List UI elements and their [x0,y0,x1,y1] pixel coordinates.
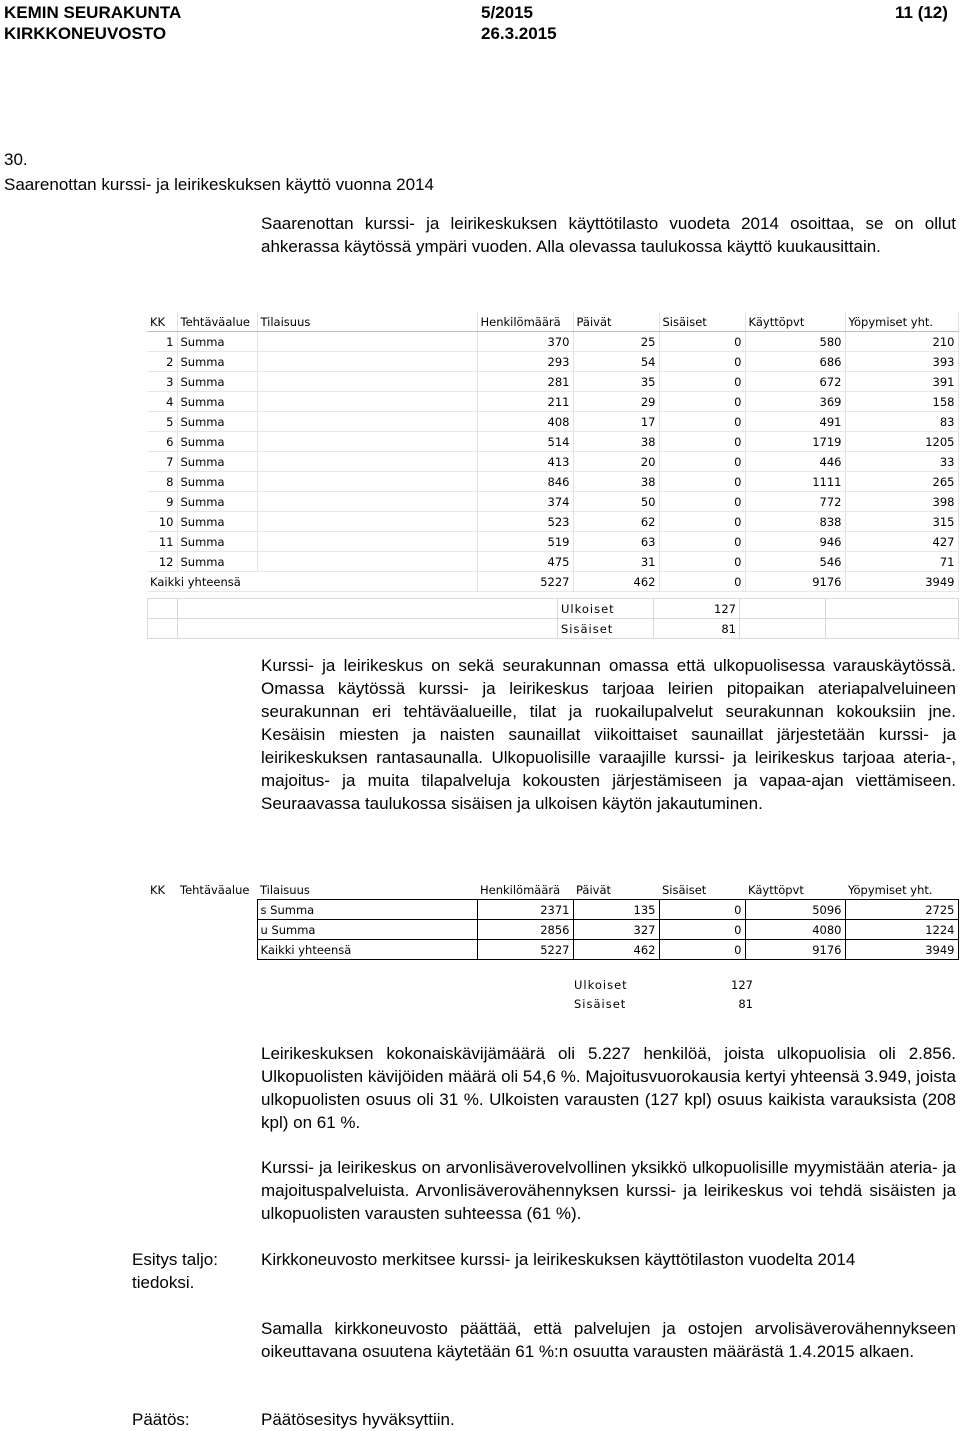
col-header: Yöpymiset yht. [845,312,958,332]
empty-cell [147,920,177,940]
value-cell: 0 [659,352,745,372]
month-cell: 6 [147,432,177,452]
internal-external-table [147,880,959,960]
table-row [147,432,958,452]
value-cell: 20 [573,452,659,472]
col-header: Tilaisuus [260,882,310,897]
value-cell: 50 [573,492,659,512]
value-cell: 17 [573,412,659,432]
label-cell: Summa [177,512,257,532]
value-cell: 1224 [845,920,958,940]
empty-cell [257,432,477,452]
label-cell: Kaikki yhteensä [257,940,477,960]
month-cell: 9 [147,492,177,512]
value-cell: 398 [845,492,958,512]
value-cell: 135 [573,900,659,920]
label-cell: Summa [177,352,257,372]
section-number: 30. [4,150,28,169]
value-cell: 2371 [477,900,573,920]
value-cell: 35 [573,372,659,392]
value-cell: 2856 [477,920,573,940]
value-cell: 0 [659,492,745,512]
external-value: 127 [654,599,740,619]
meeting-date: 26.3.2015 [481,24,557,43]
col-header: Päivät [573,312,659,332]
table-row [147,332,958,352]
col-header: Päivät [576,882,612,897]
value-cell: 25 [573,332,659,352]
value-cell: 0 [659,940,745,960]
value-cell: 0 [659,900,745,920]
empty-cell [257,532,477,552]
proposal-text-2: Samalla kirkkoneuvosto päättää, että palvelujen ja ostojen arvolisäverovähennykseen oikeuttavana osuutena käytetään 61 %:n osuutta varausten määrästä 1.4.2015 alkaen. [261,1319,956,1361]
value-cell: 3949 [845,572,958,592]
value-cell: 4080 [745,920,845,940]
value-cell: 0 [659,392,745,412]
col-header: Tilaisuus [257,312,477,332]
empty-cell [257,412,477,432]
col-header: Käyttöpvt [745,312,845,332]
label-cell: Summa [177,432,257,452]
label-cell: Summa [177,452,257,472]
value-cell: 5227 [477,940,573,960]
internal-label: Sisäiset [574,996,627,1011]
value-cell: 686 [745,352,845,372]
empty-cell [147,940,177,960]
label-cell: s Summa [257,900,477,920]
empty-cell [257,492,477,512]
value-cell: 0 [659,372,745,392]
empty-cell [257,452,477,472]
value-cell: 38 [573,472,659,492]
proposal-label: Esitys taljo: tiedoksi. [132,1250,218,1292]
usage-paragraph: Kurssi- ja leirikeskus on sekä seurakunnan omassa että ulkopuolisessa varauskäytössä. Omassa käytössä kurssi- ja leirikeskus tarjoaa leirien pitopaikan ateriapalveluineen seurakunnan eri tehtäväalueille, tilat ja ruokailupalvelut seurakunnan kokouksiin jne. Kesäisin miesten ja naisten saunaillat viikoittaiset saunaillat järjestetään kurssi- ja leirikeskuksen rantasaunalla. Ulkopuolisille varaajille kurssi- ja leirikeskus tarjoaa ateria-, majoitus- ja muita tilapalveluja kokousten järjestämiseen ja vapaa-ajan viettämiseen. Seuraavassa taulukossa sisäisen ja ulkoisen käytön jakautuminen. [261,656,956,813]
col-header: Henkilömäärä [480,882,561,897]
value-cell: 0 [659,920,745,940]
value-cell: 31 [573,552,659,572]
body-name: KIRKKONEUVOSTO [4,24,167,43]
col-header: Yöpymiset yht. [848,882,933,897]
value-cell: 0 [659,472,745,492]
empty-cell [147,900,177,920]
internal-label: Sisäiset [558,619,654,639]
decision-text: Päätösesitys hyväksyttiin. [261,1410,455,1429]
value-cell: 63 [573,532,659,552]
table-row [571,975,756,994]
value-cell: 672 [745,372,845,392]
empty-cell [177,920,257,940]
col-header: Käyttöpvt [748,882,804,897]
value-cell: 772 [745,492,845,512]
value-cell: 1719 [745,432,845,452]
value-cell: 391 [845,372,958,392]
value-cell: 38 [573,432,659,452]
value-cell: 210 [845,332,958,352]
month-cell: 11 [147,532,177,552]
value-cell: 83 [845,412,958,432]
decision-label: Päätös: [132,1410,190,1429]
empty-cell [257,512,477,532]
label-cell: Summa [177,492,257,512]
table-row [147,920,958,940]
value-cell: 0 [659,532,745,552]
value-cell: 946 [745,532,845,552]
value-cell: 413 [477,452,573,472]
value-cell: 5227 [477,572,573,592]
internal-value: 81 [738,996,753,1011]
section-title: Saarenottan kurssi- ja leirikeskuksen käyttö vuonna 2014 [4,175,434,194]
table-row [147,412,958,432]
value-cell: 158 [845,392,958,412]
value-cell: 374 [477,492,573,512]
meeting-number: 5/2015 [481,3,533,22]
value-cell: 1111 [745,472,845,492]
table-row [148,599,959,619]
value-cell: 475 [477,552,573,572]
value-cell: 211 [477,392,573,412]
value-cell: 370 [477,332,573,352]
value-cell: 462 [573,572,659,592]
table-row [147,492,958,512]
table-header-row [147,312,958,332]
org-name: KEMIN SEURAKUNTA [4,3,182,22]
value-cell: 0 [659,512,745,532]
empty-cell [177,900,257,920]
value-cell: 293 [477,352,573,372]
vat-paragraph: Kurssi- ja leirikeskus on arvonlisäverovelvollinen yksikkö ulkopuolisille myymistään ateria- ja majoituspalveluista. Arvonlisäverovähennyksen kurssi- ja leirikeskus voi tehdä sisäisten ja ulkopuolisten varausten suhteessa (61 %). [261,1158,956,1223]
external-value: 127 [731,977,753,992]
page-number: 11 (12) [895,3,948,22]
intro-paragraph: Saarenottan kurssi- ja leirikeskuksen käyttötilasto vuodeta 2014 osoittaa, se on ollut ahkerassa käytössä ympäri vuoden. Alla olevassa taulukossa käyttö kuukausittain. [261,214,956,256]
month-cell: 3 [147,372,177,392]
label-cell: Summa [177,332,257,352]
value-cell: 9176 [745,940,845,960]
month-cell: 8 [147,472,177,492]
value-cell: 0 [659,452,745,472]
label-cell: Summa [177,392,257,412]
value-cell: 71 [845,552,958,572]
table-row [147,352,958,372]
proposal-text: Kirkkoneuvosto merkitsee kurssi- ja leirikeskuksen käyttötilaston vuodelta 2014 [261,1250,856,1269]
value-cell: 3949 [845,940,958,960]
value-cell: 580 [745,332,845,352]
value-cell: 5096 [745,900,845,920]
statistics-paragraph: Leirikeskuksen kokonaiskävijämäärä oli 5.227 henkilöä, joista ulkopuolisia oli 2.856. Ulkopuolisten kävijöiden määrä oli 54,6 %. Majoitusvuorokausia kertyi yhteensä 3.949, joista ulkopuolisten osuus oli 31 %. Ulkoisten varausten (127 kpl) osuus kaikista varauksista (208 kpl) on 61 %. [261,1044,956,1132]
table-row [148,619,959,639]
total-label: Kaikki yhteensä [147,572,477,592]
value-cell: 0 [659,572,745,592]
table-row [147,372,958,392]
value-cell: 838 [745,512,845,532]
value-cell: 408 [477,412,573,432]
table-row [147,940,958,960]
value-cell: 0 [659,412,745,432]
label-cell: Summa [177,552,257,572]
value-cell: 281 [477,372,573,392]
label-cell: Summa [177,532,257,552]
table-header-row [147,880,958,900]
value-cell: 393 [845,352,958,372]
total-row [147,572,958,592]
col-header: KK [150,882,166,897]
table-row [147,532,958,552]
value-cell: 29 [573,392,659,412]
label-cell: Summa [177,412,257,432]
value-cell: 514 [477,432,573,452]
table-row [147,392,958,412]
internal-value: 81 [654,619,740,639]
empty-cell [257,372,477,392]
month-cell: 4 [147,392,177,412]
value-cell: 519 [477,532,573,552]
monthly-usage-table [147,312,959,592]
value-cell: 0 [659,552,745,572]
value-cell: 265 [845,472,958,492]
month-cell: 2 [147,352,177,372]
month-cell: 10 [147,512,177,532]
col-header: Henkilömäärä [477,312,573,332]
value-cell: 446 [745,452,845,472]
month-cell: 1 [147,332,177,352]
value-cell: 546 [745,552,845,572]
col-header: Sisäiset [659,312,745,332]
value-cell: 427 [845,532,958,552]
value-cell: 369 [745,392,845,412]
value-cell: 846 [477,472,573,492]
value-cell: 523 [477,512,573,532]
table-row [147,900,958,920]
empty-cell [257,472,477,492]
label-cell: Summa [177,372,257,392]
empty-cell [257,392,477,412]
table-row [147,472,958,492]
table-row [571,994,756,1013]
label-cell: Summa [177,472,257,492]
table-row [147,452,958,472]
empty-cell [177,940,257,960]
value-cell: 0 [659,332,745,352]
value-cell: 33 [845,452,958,472]
external-label: Ulkoiset [558,599,654,619]
empty-cell [257,552,477,572]
value-cell: 54 [573,352,659,372]
value-cell: 62 [573,512,659,532]
col-header: KK [147,312,177,332]
value-cell: 0 [659,432,745,452]
reservation-summary-table-2 [571,975,756,1013]
value-cell: 9176 [745,572,845,592]
table-row [147,512,958,532]
col-header: Tehtäväalue [180,882,250,897]
month-cell: 7 [147,452,177,472]
table-row [147,552,958,572]
external-label: Ulkoiset [574,977,628,992]
value-cell: 2725 [845,900,958,920]
empty-cell [257,332,477,352]
month-cell: 5 [147,412,177,432]
value-cell: 491 [745,412,845,432]
value-cell: 315 [845,512,958,532]
value-cell: 1205 [845,432,958,452]
month-cell: 12 [147,552,177,572]
col-header: Tehtäväalue [177,312,257,332]
empty-cell [257,352,477,372]
value-cell: 462 [573,940,659,960]
value-cell: 327 [573,920,659,940]
label-cell: u Summa [257,920,477,940]
col-header: Sisäiset [662,882,707,897]
reservation-summary-table [147,598,959,639]
